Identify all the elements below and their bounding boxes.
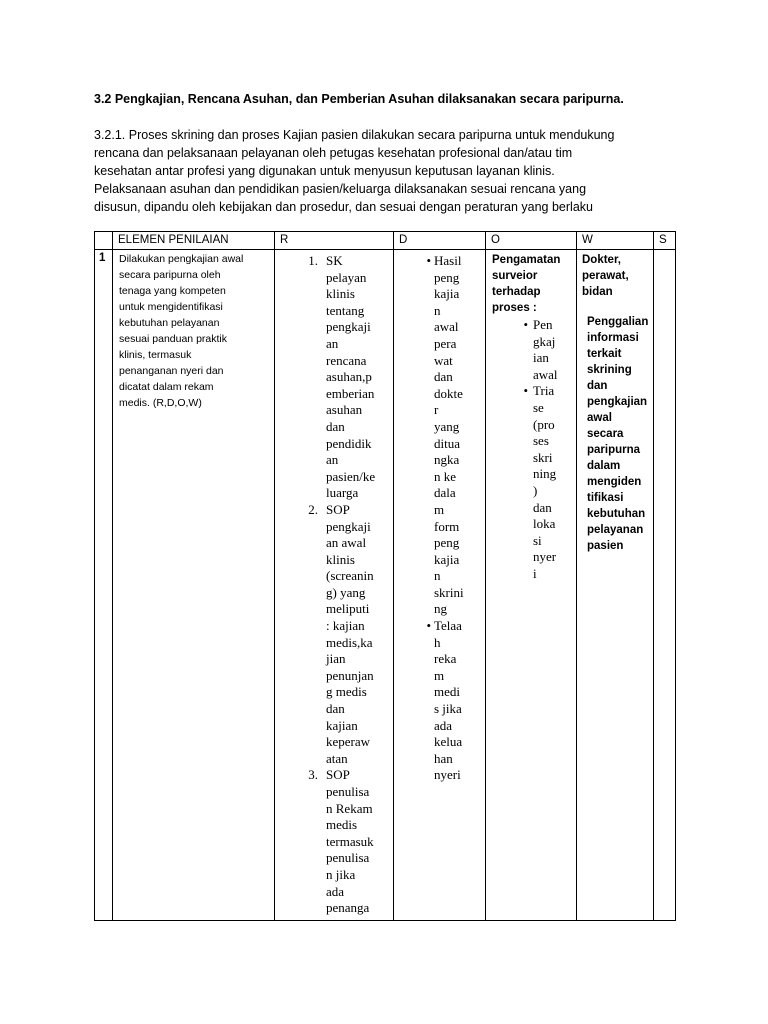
list-item-line: an awal <box>326 535 367 551</box>
intro-line: rencana dan pelaksanaan pelayanan oleh petugas kesehatan profesional dan/atau tim <box>94 146 573 160</box>
w-second-line: awal <box>587 412 612 424</box>
o-intro-line: Pengamatan <box>492 254 561 266</box>
w-second-line: secara <box>587 428 624 440</box>
list-item-line: nyer <box>533 549 557 565</box>
list-item-line: ada <box>434 717 453 733</box>
w-second-line: Penggalian <box>587 316 649 328</box>
list-item-line: n ke <box>434 468 457 484</box>
elemen-line: untuk mengidentifikasi <box>119 301 223 313</box>
list-item-line: ada <box>326 883 345 899</box>
list-item-line: dan <box>326 418 345 434</box>
list-number: 1. <box>308 253 318 268</box>
elemen-line: klinis, termasuk <box>119 349 192 361</box>
bullet-icon: • <box>523 317 528 332</box>
list-item-line: ses <box>533 433 549 449</box>
list-item-line: skri <box>533 449 553 465</box>
w-second-line: mengiden <box>587 476 642 488</box>
list-item-line: nyeri <box>434 767 461 783</box>
list-item-line: kajia <box>434 551 460 567</box>
list-item-line: dan <box>326 701 345 717</box>
header-elemen-penilaian: ELEMEN PENILAIAN <box>113 232 275 250</box>
elemen-line: tenaga yang kompeten <box>119 285 226 297</box>
list-item-line: pelayan <box>326 269 367 285</box>
cell-d <box>394 250 486 921</box>
bullet-icon: • <box>523 383 528 399</box>
list-item-line: loka <box>533 516 556 532</box>
cell-s <box>654 250 676 921</box>
list-item-line: atan <box>326 750 348 766</box>
elemen-line: sesuai panduan praktik <box>119 333 227 345</box>
o-intro-line: surveior <box>492 270 538 282</box>
table-row <box>95 250 676 921</box>
list-item-line: i <box>533 565 537 581</box>
list-item-line: s jika <box>434 701 462 717</box>
header-d: D <box>394 232 486 250</box>
w-second-line: terkait <box>587 348 622 360</box>
list-item-line: n Rekam <box>326 800 373 816</box>
list-item-line: SOP <box>326 501 350 517</box>
list-item-line: skrini <box>434 584 464 600</box>
list-item-line: medi <box>434 684 460 700</box>
list-item-line: kelua <box>434 734 463 750</box>
list-item-line: yang <box>434 418 460 434</box>
list-item-line: n <box>434 568 441 584</box>
list-item-line: awal <box>533 366 558 382</box>
w-second-line: tifikasi <box>587 492 624 504</box>
list-item-line: : kajian <box>326 618 365 634</box>
o-intro-line: terhadap <box>492 286 541 298</box>
list-item <box>426 253 485 618</box>
w-second-line: paripurna <box>587 444 641 456</box>
list-number: 3. <box>308 767 318 783</box>
list-item-line: keperaw <box>326 734 371 750</box>
list-item-line: luarga <box>326 485 359 501</box>
list-item-line: ning <box>533 466 557 482</box>
list-item <box>523 383 576 582</box>
list-item-line: awal <box>434 319 459 335</box>
list-item-line: penulisa <box>326 784 370 799</box>
w-first-line: Dokter, <box>582 254 621 266</box>
w-second-line: informasi <box>587 332 639 344</box>
elemen-line: penanganan nyeri dan <box>119 365 224 377</box>
list-item-line: SOP <box>326 767 350 783</box>
list-item-line: h <box>434 634 441 650</box>
list-item-line: Pen <box>533 317 553 332</box>
list-number: 2. <box>308 501 318 517</box>
list-item-line: r <box>434 402 439 418</box>
cell-o <box>486 250 577 921</box>
list-item-line: gkaj <box>533 333 556 349</box>
list-item-line: ian <box>533 350 549 366</box>
elemen-line: dicatat dalam rekam <box>119 381 214 393</box>
list-item-line: klinis <box>326 286 355 302</box>
list-item-line: asuhan <box>326 402 363 418</box>
list-item <box>308 501 393 768</box>
list-item-line: han <box>434 750 453 766</box>
list-item-line: SK <box>326 253 343 268</box>
list-item-line: ) <box>533 482 538 498</box>
list-item-line: ng <box>434 601 447 617</box>
header-s: S <box>654 232 676 250</box>
header-w: W <box>577 232 654 250</box>
list-item-line: form <box>434 518 460 534</box>
list-item-line: meliputi <box>326 601 370 617</box>
elemen-line: Dilakukan pengkajian awal <box>119 253 244 265</box>
list-item-line: pengkaji <box>326 319 371 335</box>
list-item-line: n <box>434 302 441 318</box>
list-item-line: m <box>434 667 445 683</box>
bullet-icon: • <box>426 253 431 268</box>
list-item-line: si <box>533 532 542 548</box>
w-first-line: bidan <box>582 286 613 298</box>
list-item-line: dan <box>533 499 552 515</box>
list-item-line: medis <box>326 817 358 833</box>
list-item-line: peng <box>434 535 460 551</box>
list-item-line: an <box>326 452 339 468</box>
list-item-line: pendidik <box>326 435 372 451</box>
list-item-line: penulisa <box>326 850 370 866</box>
list-item-line: jian <box>326 651 346 667</box>
list-item-line: dala <box>434 485 456 501</box>
list-item <box>426 618 485 784</box>
list-item-line: (pro <box>533 416 555 432</box>
intro-line: Pelaksanaan asuhan dan pendidikan pasien/keluarga dilaksanakan sesuai rencana yang <box>94 182 587 196</box>
w-second-line: pelayanan <box>587 524 644 536</box>
list-item-line: termasuk <box>326 833 374 849</box>
list-item-line: pera <box>434 335 457 351</box>
table-header-row <box>95 232 676 250</box>
row-number: 1 <box>95 250 113 921</box>
w-second-line: pengkajian <box>587 396 648 408</box>
w-second-line: dan <box>587 380 608 392</box>
list-item-line: peng <box>434 269 460 285</box>
list-item-line: m <box>434 501 445 517</box>
list-item-line: medis,ka <box>326 634 373 650</box>
list-item <box>523 317 576 383</box>
o-intro-line: proses : <box>492 302 537 314</box>
header-r: R <box>275 232 394 250</box>
list-item-line: pengkaji <box>326 518 371 534</box>
list-item-line: Hasil <box>434 253 462 268</box>
list-item-line: reka <box>434 651 457 667</box>
section-heading: 3.2 Pengkajian, Rencana Asuhan, dan Pemberian Asuhan dilaksanakan secara paripurna. <box>94 92 624 106</box>
list-item-line: Tria <box>533 383 555 399</box>
w-second-line: kebutuhan <box>587 508 646 520</box>
elemen-line: kebutuhan pelayanan <box>119 317 220 329</box>
list-item-line: kajian <box>326 717 358 733</box>
w-second-line: dalam <box>587 460 621 472</box>
list-item-line: emberian <box>326 385 375 401</box>
list-item-line: se <box>533 399 544 415</box>
list-item-line: wat <box>434 352 453 368</box>
list-item-line: penanga <box>326 900 370 916</box>
list-item-line: asuhan,p <box>326 369 372 385</box>
list-item-line: g medis <box>326 684 367 700</box>
cell-elemen-penilaian <box>113 250 275 921</box>
bullet-icon: • <box>426 618 431 634</box>
list-item-line: rencana <box>326 352 367 368</box>
header-o: O <box>486 232 577 250</box>
list-item-line: tentang <box>326 302 365 318</box>
list-item-line: kajia <box>434 286 460 302</box>
w-second-line: skrining <box>587 364 632 376</box>
list-item-line: (screanin <box>326 568 374 584</box>
w-first-line: perawat, <box>582 270 629 282</box>
list-item-line: g) yang <box>326 584 366 600</box>
assessment-table <box>94 231 676 921</box>
elemen-line: secara paripurna oleh <box>119 269 221 281</box>
w-second-line: pasien <box>587 540 624 552</box>
list-item-line: an <box>326 335 339 351</box>
intro-line: 3.2.1. Proses skrining dan proses Kajian pasien dilakukan secara paripurna untuk mendukung <box>94 128 615 142</box>
list-item-line: Telaa <box>434 618 462 634</box>
intro-line: disusun, dipandu oleh kebijakan dan prosedur, dan sesuai dengan peraturan yang berlaku <box>94 200 593 214</box>
list-item-line: klinis <box>326 551 355 567</box>
list-item-line: penunjan <box>326 667 374 683</box>
list-item-line: ditua <box>434 435 460 451</box>
elemen-line: medis. (R,D,O,W) <box>119 397 202 409</box>
intro-line: kesehatan antar profesi yang digunakan untuk menyusun keputusan layanan klinis. <box>94 164 555 178</box>
intro-paragraph <box>94 126 684 216</box>
list-item-line: dan <box>434 369 453 385</box>
list-item-line: dokte <box>434 385 463 401</box>
cell-w <box>577 250 654 921</box>
list-item-line: pasien/ke <box>326 468 376 484</box>
header-number <box>95 232 113 250</box>
list-item-line: n jika <box>326 866 356 882</box>
list-item <box>308 767 393 916</box>
list-item-line: ngka <box>434 452 460 468</box>
cell-r <box>275 250 394 921</box>
list-item <box>308 253 393 502</box>
